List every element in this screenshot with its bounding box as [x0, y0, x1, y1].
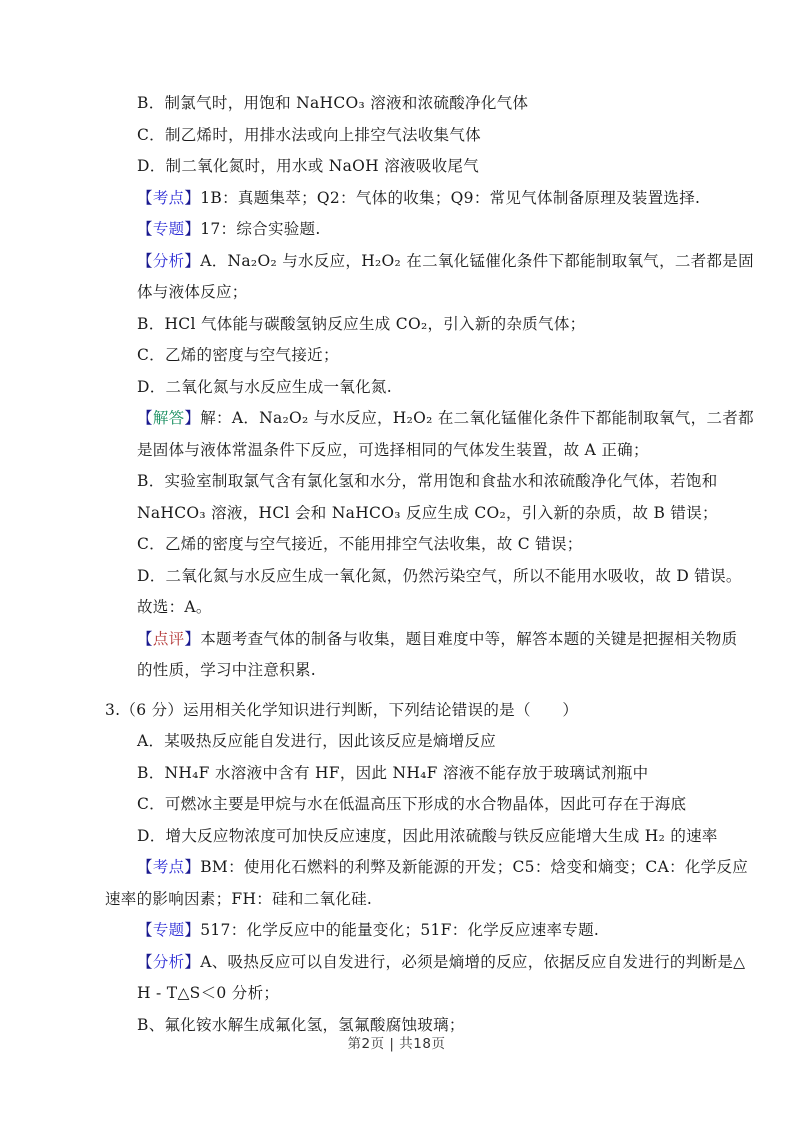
text-line: [0, 789, 793, 821]
text-line: [0, 624, 793, 656]
label-bracket-open: 【: [137, 220, 153, 238]
text-line: [0, 214, 793, 246]
line-text: C．乙烯的密度与空气接近，不能用排空气法收集，故 C 错误；: [137, 535, 583, 553]
label-bracket-open: 【: [137, 921, 153, 939]
text-line: [0, 852, 793, 884]
section-label: [137, 921, 200, 939]
text-line: [0, 947, 793, 979]
text-line: [0, 151, 793, 183]
line-text: 本题考查气体的制备与收集，题目难度中等，解答本题的关键是把握相关物质: [200, 629, 738, 648]
line-text: BM：使用化石燃料的利弊及新能源的开发；C5：焓变和熵变；CA：化学反应: [200, 858, 749, 876]
text-line: [0, 120, 793, 152]
text-line: [0, 88, 793, 120]
label-bracket-close: 】: [184, 629, 201, 648]
line-text: 解：A．Na₂O₂ 与水反应，H₂O₂ 在二氧化锰催化条件下都能制取氧气，二者都: [200, 409, 754, 427]
label-bracket-open: 【: [137, 251, 153, 270]
line-text: A．某吸热反应能自发进行，因此该反应是熵增反应: [137, 732, 497, 750]
label-text: 专题: [152, 921, 185, 939]
label-bracket-open: 【: [137, 188, 153, 207]
line-text: 是固体与液体常温条件下反应，可选择相同的气体发生装置，故 A 正确；: [137, 440, 649, 459]
line-text: H - T△S＜0 分析；: [137, 984, 280, 1002]
line-text: 故选：A。: [137, 598, 212, 616]
line-text: D．制二氧化氮时，用水或 NaOH 溶液吸收尾气: [137, 157, 480, 175]
text-line: [0, 372, 793, 404]
section-label: [137, 409, 200, 427]
text-line: [0, 183, 793, 215]
section-label: [137, 953, 200, 971]
label-bracket-close: 】: [184, 251, 201, 270]
line-text: 1B：真题集萃；Q2：气体的收集；Q9：常见气体制备原理及装置选择.: [200, 188, 701, 207]
label-text: 点评: [152, 629, 185, 648]
text-line: [0, 561, 793, 593]
text-line: [0, 978, 793, 1010]
text-line: [0, 435, 793, 467]
line-text: C．可燃冰主要是甲烷与水在低温高压下形成的水合物晶体，因此可存在于海底: [137, 795, 687, 813]
label-text: 专题: [152, 220, 185, 238]
label-text: 分析: [152, 251, 185, 270]
section-label: [137, 858, 200, 876]
document-lines: [0, 88, 793, 1041]
line-text: 517：化学反应中的能量变化；51F：化学反应速率专题.: [200, 921, 600, 939]
line-text: 的性质，学习中注意积累.: [137, 661, 317, 679]
text-line: [0, 340, 793, 372]
line-text: 17：综合实验题.: [200, 220, 321, 238]
text-line: [0, 246, 793, 278]
line-text: 3.（6 分）运用相关化学知识进行判断，下列结论错误的是（ ）: [105, 700, 579, 719]
section-label: [137, 252, 200, 270]
section-label: [137, 189, 200, 207]
label-bracket-close: 】: [184, 220, 201, 238]
text-line: [0, 403, 793, 435]
label-bracket-close: 】: [184, 188, 201, 207]
line-text: 速率的影响因素；FH：硅和二氧化硅.: [105, 889, 373, 908]
line-text: 体与液体反应；: [137, 283, 248, 301]
line-text: D．增大反应物浓度可加快反应速度，因此用浓硫酸与铁反应能增大生成 H₂ 的速率: [137, 826, 718, 845]
line-text: B．HCl 气体能与碳酸氢钠反应生成 CO₂，引入新的杂质气体；: [137, 314, 586, 333]
text-line: [0, 498, 793, 530]
label-text: 分析: [152, 952, 185, 971]
text-line: [0, 655, 793, 687]
section-label: [137, 630, 200, 648]
text-line: [0, 695, 793, 727]
line-text: D．二氧化氮与水反应生成一氧化氮，仍然污染空气，所以不能用水吸收，故 D 错误。: [137, 566, 742, 585]
text-line: [0, 277, 793, 309]
line-text: B．实验室制取氯气含有氯化氢和水分，常用饱和食盐水和浓硫酸净化气体，若饱和: [137, 472, 718, 490]
text-line: [0, 726, 793, 758]
label-bracket-open: 【: [137, 409, 153, 427]
label-bracket-close: 】: [184, 858, 201, 876]
text-line: [0, 466, 793, 498]
page-footer: 第2页 | 共18页: [347, 1036, 446, 1052]
text-line: [0, 592, 793, 624]
text-line: [0, 529, 793, 561]
text-line: [0, 758, 793, 790]
label-bracket-open: 【: [137, 952, 153, 971]
label-bracket-close: 】: [184, 952, 201, 971]
text-line: [0, 821, 793, 853]
label-bracket-close: 】: [184, 921, 201, 939]
label-text: 考点: [152, 858, 185, 876]
label-text: 考点: [152, 188, 185, 207]
label-bracket-open: 【: [137, 629, 153, 648]
line-text: A．Na₂O₂ 与水反应，H₂O₂ 在二氧化锰催化条件下都能制取氧气，二者都是固: [200, 251, 754, 270]
text-line: [0, 884, 793, 916]
line-text: B．制氯气时，用饱和 NaHCO₃ 溶液和浓硫酸净化气体: [137, 94, 529, 112]
line-text: B、氟化铵水解生成氟化氢，氢氟酸腐蚀玻璃；: [137, 1015, 465, 1034]
line-text: B．NH₄F 水溶液中含有 HF，因此 NH₄F 溶液不能存放于玻璃试剂瓶中: [137, 763, 649, 782]
label-text: 解答: [152, 409, 185, 427]
text-line: [0, 915, 793, 947]
line-text: NaHCO₃ 溶液，HCl 会和 NaHCO₃ 反应生成 CO₂，引入新的杂质，故 B 错误；: [137, 503, 718, 522]
line-text: C．乙烯的密度与空气接近；: [137, 346, 339, 364]
line-text: C．制乙烯时，用排水法或向上排空气法收集气体: [137, 125, 481, 144]
line-text: D．二氧化氮与水反应生成一氧化氮.: [137, 377, 392, 396]
text-line: [0, 309, 793, 341]
section-label: [137, 220, 200, 238]
label-bracket-open: 【: [137, 858, 153, 876]
line-text: A、吸热反应可以自发进行，必须是熵增的反应，依据反应自发进行的判断是△: [200, 952, 746, 971]
label-bracket-close: 】: [184, 409, 201, 427]
